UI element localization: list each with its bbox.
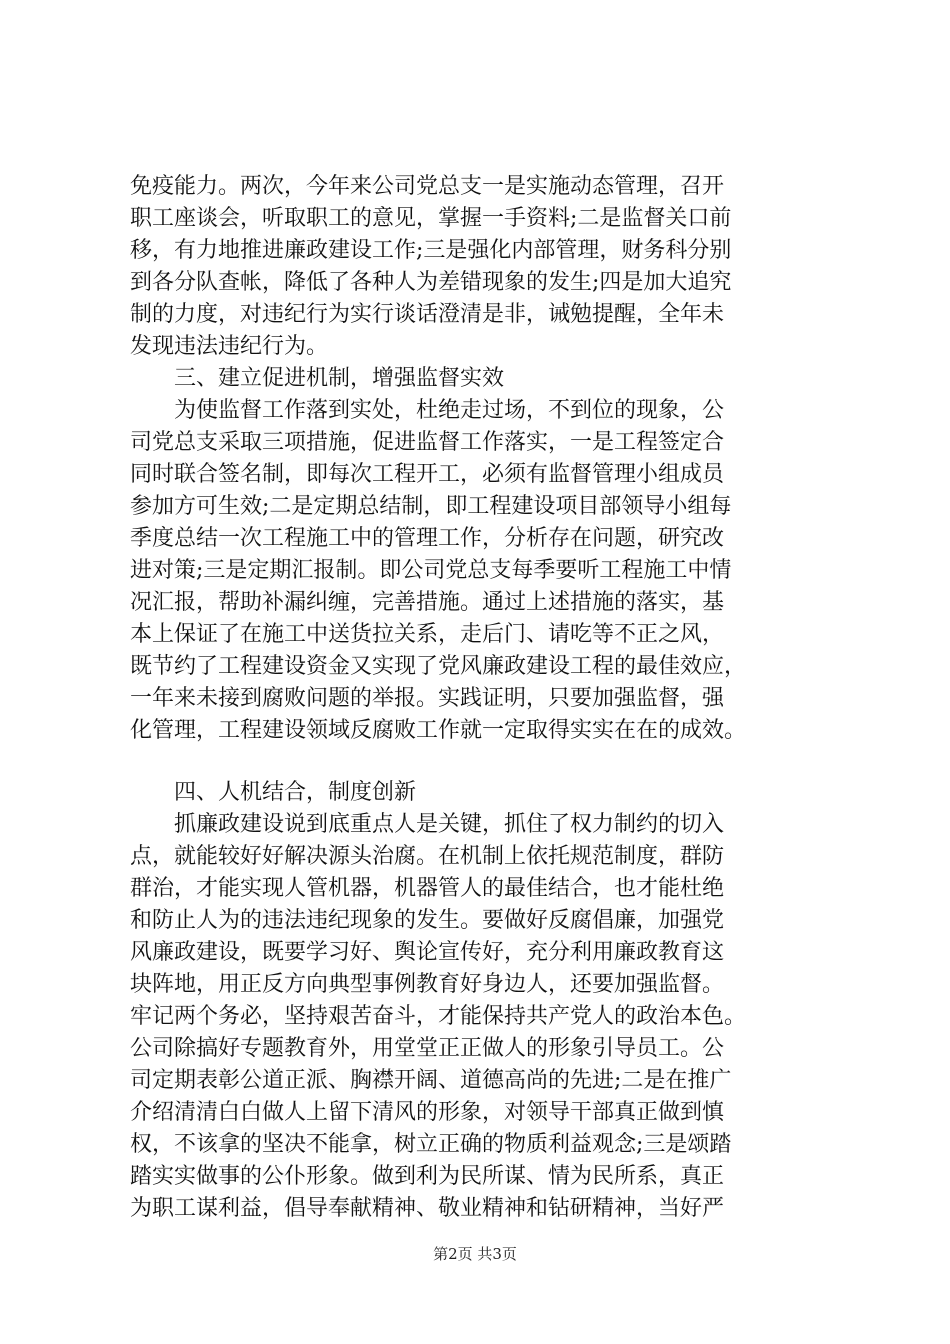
- text-line: 参加方可生效;二是定期总结制，即工程建设项目部领导小组每: [130, 494, 732, 519]
- page-footer: 第2页 共3页: [433, 1245, 517, 1263]
- text-line: 进对策;三是定期汇报制。即公司党总支每季要听工程施工中情: [130, 558, 732, 583]
- text-line: 制的力度，对违纪行为实行谈话澄清是非，诫勉提醒，全年未: [130, 302, 725, 327]
- text-line: 到各分队查帐，降低了各种人为差错现象的发生;四是加大追究: [130, 270, 732, 295]
- document-body: [130, 171, 830, 1225]
- text-line: 季度总结一次工程施工中的管理工作，分析存在问题，研究改: [130, 526, 725, 551]
- text-line: 司定期表彰公道正派、胸襟开阔、道德高尚的先进;二是在推广: [130, 1068, 732, 1093]
- text-line: 介绍清清白白做人上留下清风的形象，对领导干部真正做到慎: [130, 1100, 725, 1125]
- text-line: 化管理，工程建设领域反腐败工作就一定取得实实在在的成效。: [130, 718, 747, 743]
- text-line: 公司除搞好专题教育外，用堂堂正正做人的形象引导员工。公: [130, 1036, 725, 1061]
- text-line: 司党总支采取三项措施，促进监督工作落实，一是工程签定合: [130, 430, 725, 455]
- text-line: 职工座谈会，听取职工的意见，掌握一手资料;二是监督关口前: [130, 206, 732, 231]
- text-line: 本上保证了在施工中送货拉关系，走后门、请吃等不正之风，: [130, 622, 725, 647]
- text-line: 发现违法违纪行为。: [130, 334, 329, 359]
- text-line: 同时联合签名制，即每次工程开工，必须有监督管理小组成员: [130, 462, 725, 487]
- text-line: 踏实实做事的公仆形象。做到利为民所谋、情为民所系，真正: [130, 1164, 725, 1189]
- text-line: 抓廉政建设说到底重点人是关键，抓住了权力制约的切入: [130, 812, 725, 837]
- text-line: 牢记两个务必，坚持艰苦奋斗，才能保持共产党人的政治本色。: [130, 1004, 747, 1029]
- text-line: 况汇报，帮助补漏纠缠，完善措施。通过上述措施的落实，基: [130, 590, 725, 615]
- section-heading: 四、人机结合，制度创新: [130, 780, 417, 805]
- section-heading: 三、建立促进机制，增强监督实效: [130, 366, 505, 391]
- text-line: 为职工谋利益，倡导奉献精神、敬业精神和钻研精神，当好严: [130, 1196, 725, 1221]
- text-line: 免疫能力。两次，今年来公司党总支一是实施动态管理，召开: [130, 174, 725, 199]
- text-line: 和防止人为的违法违纪现象的发生。要做好反腐倡廉，加强党: [130, 908, 725, 933]
- paragraph-gap: [130, 747, 830, 777]
- text-line: 一年来未接到腐败问题的举报。实践证明，只要加强监督，强: [130, 686, 725, 711]
- text-line: 既节约了工程建设资金又实现了党风廉政建设工程的最佳效应，: [130, 654, 747, 679]
- text-line: 为使监督工作落到实处，杜绝走过场，不到位的现象，公: [130, 398, 725, 423]
- text-line: 块阵地，用正反方向典型事例教育好身边人，还要加强监督。: [130, 972, 725, 997]
- text-line: 群治，才能实现人管机器，机器管人的最佳结合，也才能杜绝: [130, 876, 725, 901]
- text-line: 点，就能较好好解决源头治腐。在机制上依托规范制度，群防: [130, 844, 725, 869]
- text-line: 移，有力地推进廉政建设工作;三是强化内部管理，财务科分别: [130, 238, 732, 263]
- text-line: 风廉政建设，既要学习好、舆论宣传好，充分利用廉政教育这: [130, 940, 725, 965]
- text-line: 权，不该拿的坚决不能拿，树立正确的物质利益观念;三是颂踏: [130, 1132, 732, 1157]
